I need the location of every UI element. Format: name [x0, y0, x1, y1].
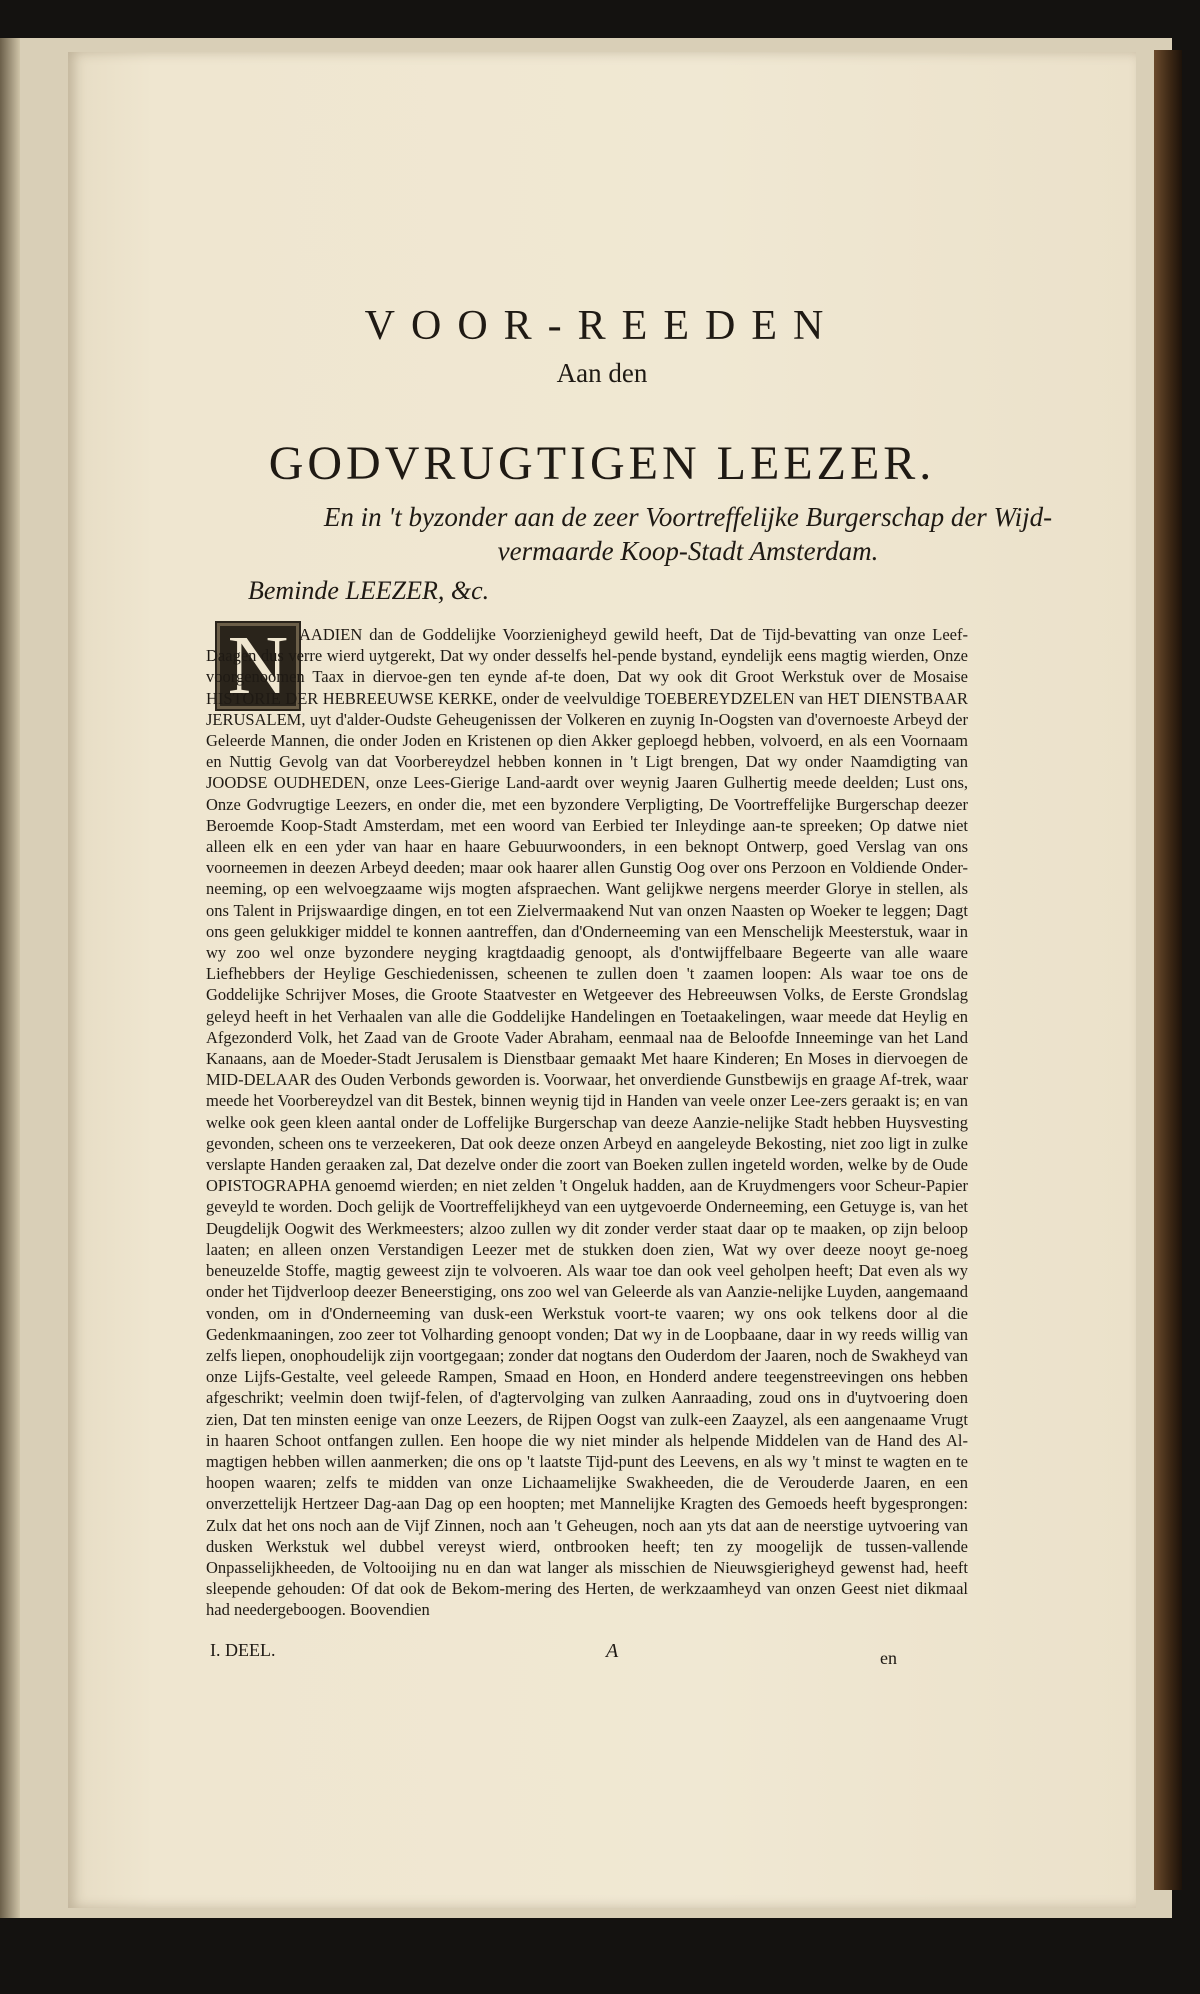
facing-page-edge [0, 38, 20, 1918]
title-godvrugtigen-leezer: GODVRUGTIGEN LEEZER. [268, 437, 936, 490]
salutation: Beminde LEEZER, &c. [248, 576, 490, 605]
book-cover-edge [1154, 50, 1182, 1890]
title-voor-reeden: VOOR-REEDEN [364, 303, 840, 349]
volume-label: I. DEEL. [210, 1640, 276, 1660]
document-page [68, 52, 1136, 1908]
signature-mark: A [606, 1640, 619, 1662]
decorated-initial: N [215, 621, 301, 711]
dedication-subtitle: En in 't byzonder aan de zeer Voortreffelijke Burgerschap der Wijd-vermaarde Koop-Stadt Amsterdam. [323, 502, 1053, 566]
preface-body-text: AADIEN dan de Goddelijke Voorzienigheyd gewild heeft, Dat de Tijd-bevatting van onze Leef-Daagen dus verre wierd uytgerekt, Dat wy onder desselfs hel-pende bystand, eyndelijk eens magtig wierden, Onze voorgenoomen Taax in diervoe-gen ten eynde af-te doen, Dat wy ook dit Groot Werkstuk over de Mosaise HISTORIE DER HEBREEUWSE KERKE, onder de veelvuldige TOEBEREYDZELEN van HET DIENSTBAAR JERUSALEM, uyt d'alder-Oudste Geheugenissen der Volkeren en zuynig In-Oogsten van d'overnoeste Arbeyd der Geleerde Mannen, die onder Joden en Kristenen op dien Akker geploegd hebben, volvoerd, en als een Voornaam en Nuttig Gevolg van dat Voorbereydzel hebben konnen in 't Ligt brengen, Dat wy onder Naamdigting van JOODSE OUDHEDEN, onze Lees-Gierige Land-aardt over weynig Jaaren Gulhertig meede deelden; Lust ons, Onze Godvrugtige Leezers, en onder die, met een byzondere Verpligting, De Voortreffelijke Burgerschap deezer Beroemde Koop-Stadt Amsterdam, met een woord van Eerbied ter Inleydinge aan-te spreeken; Op datwe niet alleen elk en een yder van haar en haare Gebuurwoonders, in een beknopt Ontwerp, goed Verslag van ons voorneemen in deezen Arbeyd deeden; maar ook haarer allen Gunstig Oog over ons Perzoon en Voldiende Onder-neeming, op een welvoegzaame wijs mogten afspraechen. Want gelijkwe nergens meerder Glorye in stellen, als ons Talent in Prijswaardige dingen, en tot een Zielvermaakend Nut van onzen Naasten op Woeker te leggen; Dagt ons geen gelukkiger middel te konnen aantreffen, dan d'Onderneeming van een Menschelijk Meesterstuk, waar in wy zoo wel onze byzondere neyging kragtdaadig genoopt, als d'ontwijffelbaare Begeerte van alle waare Liefhebbers der Heylige Geschiedenissen, scheenen te zullen doen 't zaamen loopen: Als waar toe ons de Goddelijke Schrijver Moses, die Groote Staatvester en Wetgeever des Hebreeuwsen Volks, de Eerste Grondslag geleyd heeft in het Verhaalen van alle die Goddelijke Handelingen en Toetaakelingen, waar meede dat Heylig en Afgezonderd Volk, het Zaad van de Groote Vader Abraham, eenmaal naa de Beloofde Inneeminge van het Land Kanaans, aan de Moeder-Stadt Jerusalem is Dienstbaar gemaakt Met haare Kinderen; En Moses in diervoegen de MID-DELAAR des Ouden Verbonds geworden is. Voorwaar, het onverdiende Gunstbewijs en graage Af-trek, waar meede het Voorbereydzel van dit Bestek, binnen weynig tijd in Handen van veele onzer Lee-zers geraakt is; en van welke ook geen kleen aantal onder de Loffelijke Burgerschap van deeze Aanzie-nelijke Stadt hebben Huysvesting gevonden, scheen ons te verzeekeren, Dat ook deeze onzen Arbeyd en aangeleyde Bekosting, niet zoo ligt in zulke verslapte Handen geraaken zal, Dat dezelve onder die zoort van Boeken zullen ingeteld worden, welke by de Oude OPISTOGRAPHA genoemd wierden; en niet zelden 't Ongeluk hadden, aan de Kruydmengers voor Scheur-Papier geveyld te worden. Doch gelijk de Voortreffelijkheyd van een uytgevoerde Onderneeming, een Getuyge is, van het Deugdelijk Oogwit des Werkmeesters; alzoo zullen wy dit zonder verder staat daar op te maaken, op zijn beloop laaten; en alleen onzen Verstandigen Leezer met de stukken doen zien, Wat wy over deeze nooyt ge-noeg beneuzelde Stoffe, magtig geweest zijn te volvoeren. Als waar toe dan ook veel geholpen heeft; Dat even als wy onder het Tijdverloop deezer Beneerstiging, ons zoo wel van Geleerde als van Aanzie-nelijke Luyden, aangemaand vonden, om in d'Onderneeming van dusk-een Werkstuk voort-te vaaren; wy ons ook telkens door al die Gedenkmaaningen, zoo zeer tot Volharding genoopt vonden; Dat wy in de Loopbaane, daar in wy reeds willig van zelfs liepen, onophoudelijk zijn voortgegaan; zonder dat nogtans den Ouderdom der Jaaren, noch de Swakheyd van onze Lijfs-Gestalte, veel geleede Rampen, Smaad en Hoon, en Honderd andere teegenstreevingen ons hebben afgeschrikt; veelmin doen twijf-felen, of d'agtervolging van zulken Aanraading, zoud ons in d'uytvoering doen zien, Dat ten minsten eenige van onze Leezers, de Rijpen Oogst van zulk-een Zaayzel, als een aangenaame Vrugt in haaren Schoot ontfangen zullen. Een hoope die wy niet minder als helpende Middelen van de Hand des Al-magtigen hebben willen aanmerken; die ons op 't laatste Tijd-punt des Leevens, en als wy 't minst te wagten en te hoopen waaren; zelfs te midden van onze Lichaamelijke Swakheeden, die de Verouderde Jaaren, en een onverzettelijk Hertzeer Dag-aan Dag op een hoopten; met Mannelijke Kragten des Gemoeds heeft bygesprongen: Zulx dat het ons noch aan de Vijf Zinnen, noch aan 't Geheugen, noch aan yts dat aan de neerstige uytvoering van dusken Werkstuk wel dubbel vereyst wierd, ontbrooken heeft; ten zy moogelijk de tussen-vallende Onpasselijkheeden, de Voltooijing nu en dan wat langer als misschien de Nieuwsgierigheyd gewenst had, heeft sleepende gehouden: Of dat ook de Bekom-mering des Herten, de werkzaamheyd van onzen Geest niet dikmaal had needergeboogen. Boovendien [206, 625, 968, 1620]
title-aan-den: Aan den [556, 358, 648, 388]
catchword: en [880, 1648, 897, 1668]
